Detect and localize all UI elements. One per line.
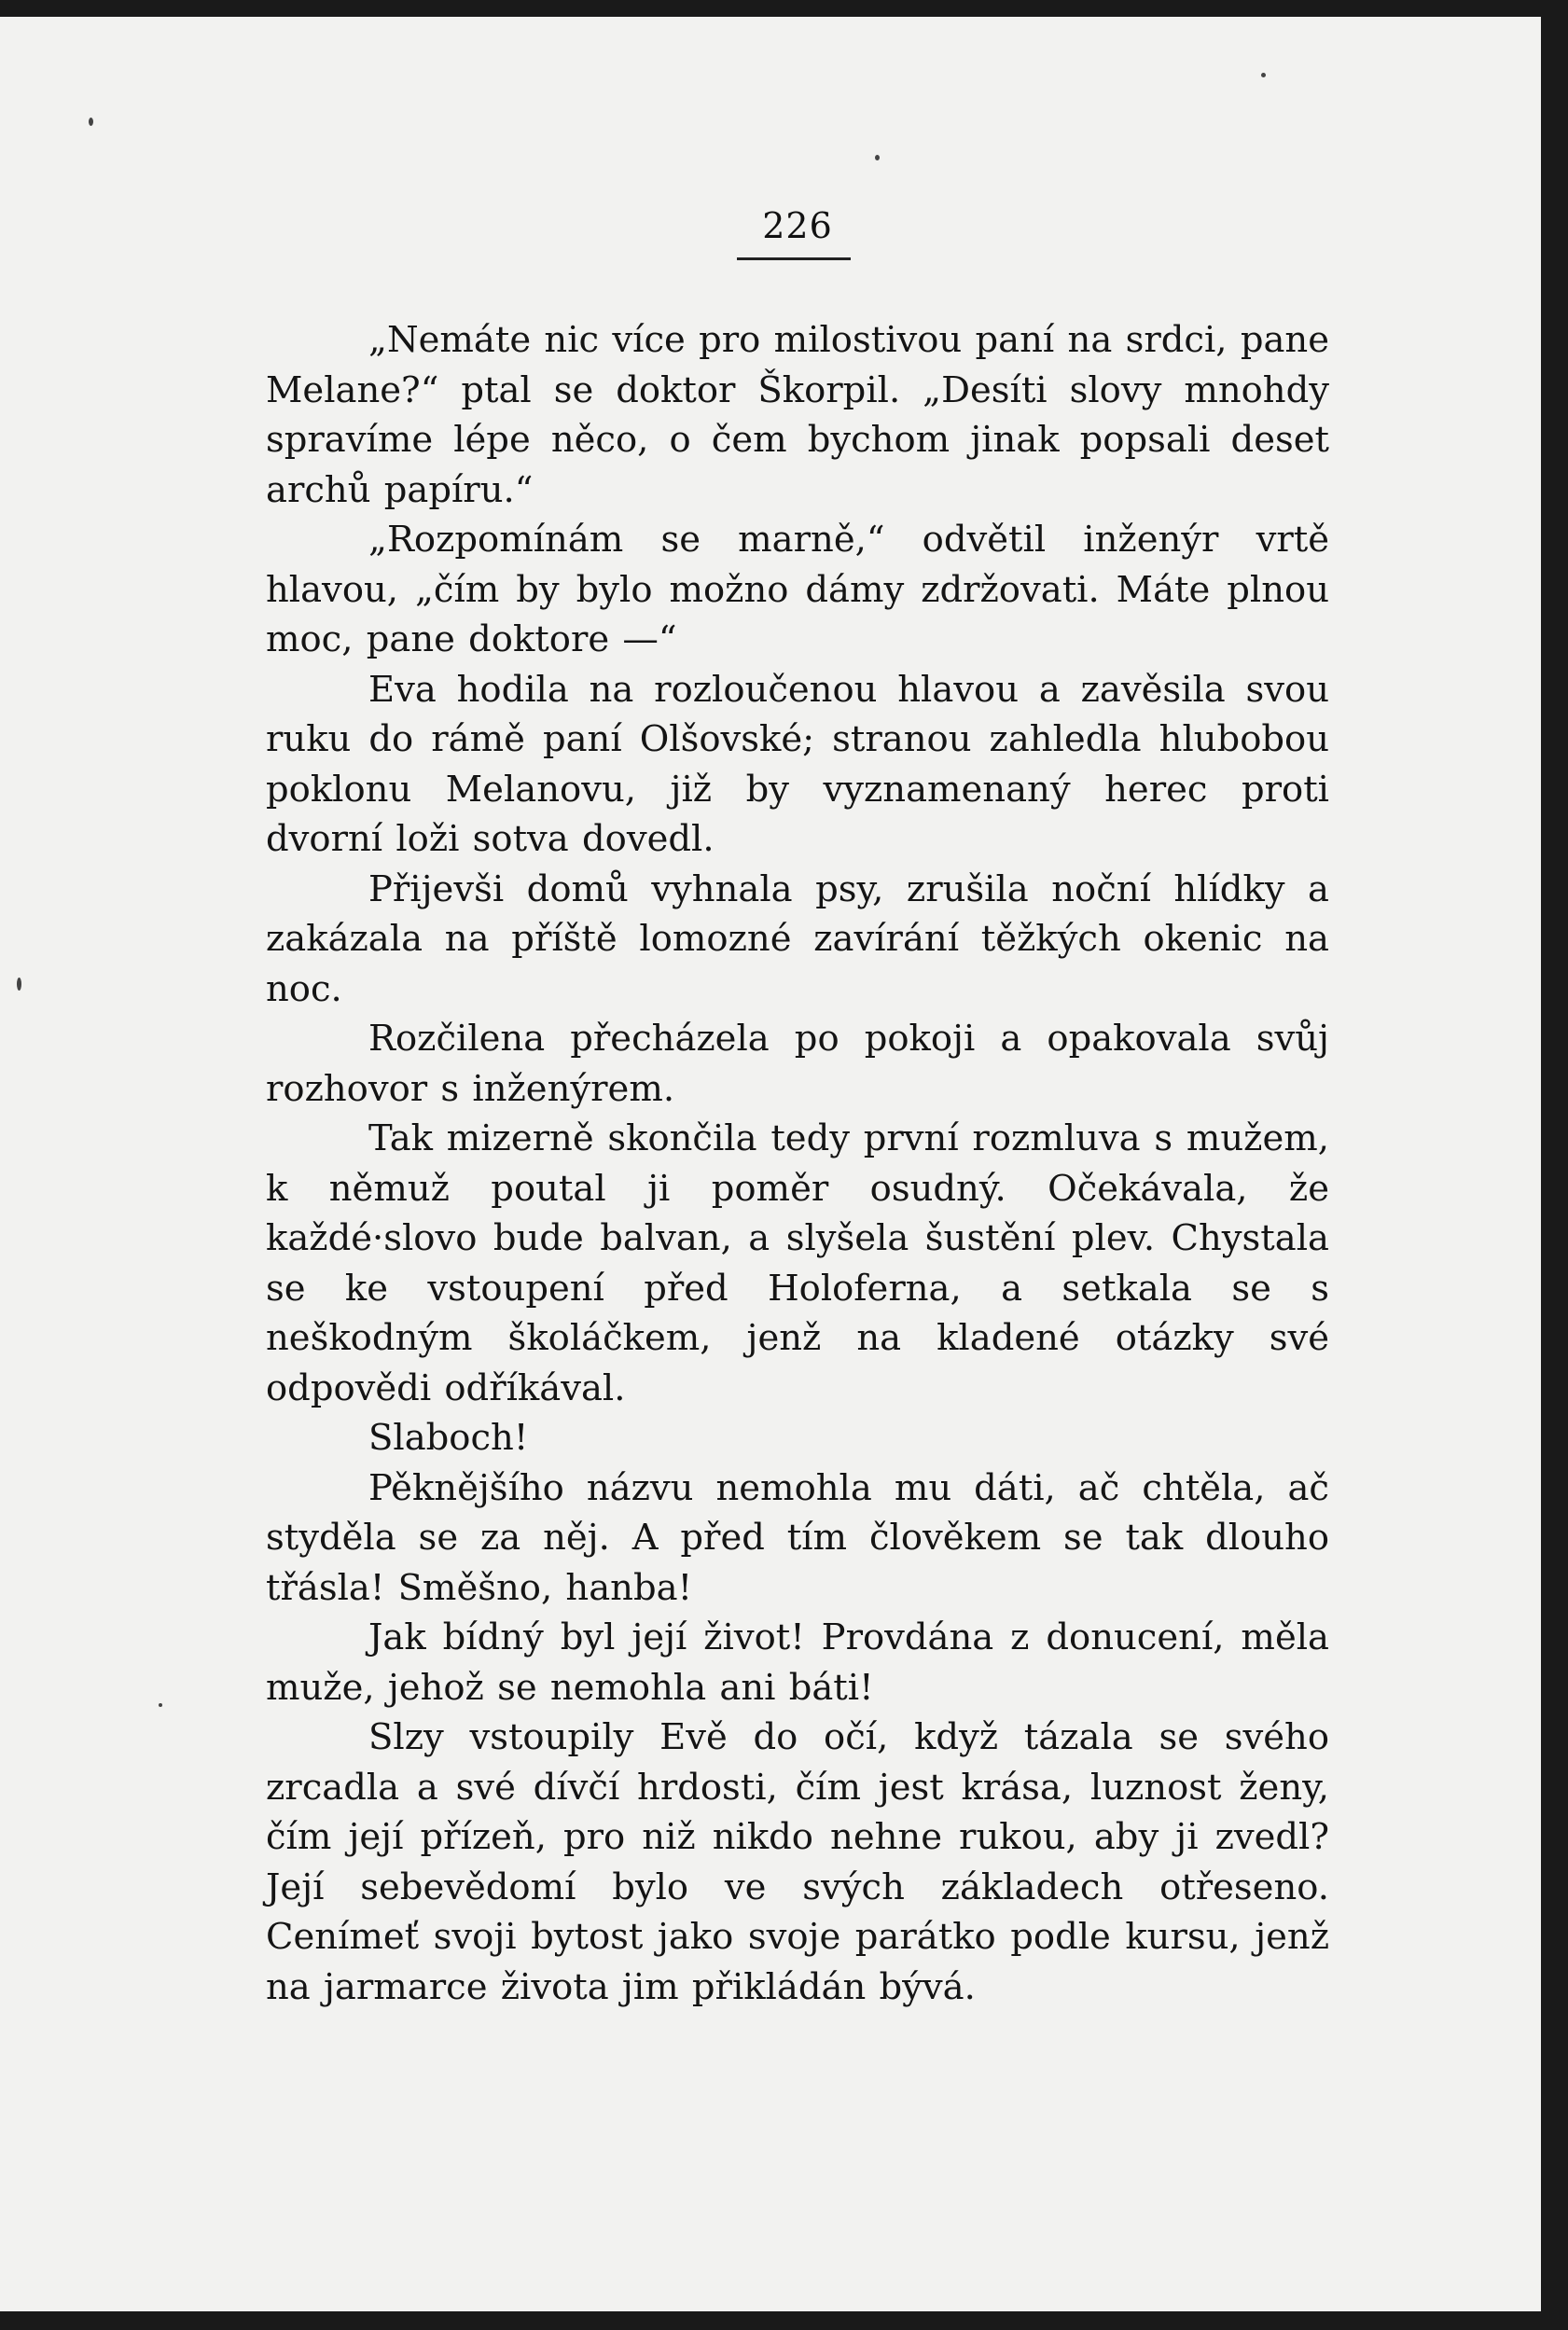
paragraph-2: „Rozpomínám se marně,“ odvětil inženýr vrtě hlavou, „čím by bylo možno dámy zdržovati. Máte plnou moc, pane doktore —“ <box>266 519 1329 660</box>
paragraph-5: Rozčilena přecházela po pokoji a opakovala svůj rozhovor s inženýrem. <box>266 1018 1329 1110</box>
page-number-underline <box>737 257 851 260</box>
paragraph-8: Pěknějšího názvu nemohla mu dáti, ač chtěla, ač styděla se za něj. A před tím člověkem se tak dlouho třásla! Směšno, hanba! <box>266 1466 1329 1609</box>
paragraph-3: Eva hodila na rozloučenou hlavou a zavěsila svou ruku do rámě paní Olšovské; stranou zahledla hlubobou poklonu Melanovu, již by vyznamenaný herec proti dvorní loži sotva dovedl. <box>266 668 1329 860</box>
paragraph-9: Jak bídný byl její život! Provdána z donucení, měla muže, jehož se nemohla ani báti! <box>266 1616 1329 1709</box>
scan-speck <box>89 118 93 126</box>
paragraph-1: „Nemáte nic více pro milostivou paní na srdci, pane Melane?“ ptal se doktor Škorpil. „Desíti slovy mnohdy spravíme lépe něco, o čem bychom jinak popsali deset archů papíru.“ <box>266 319 1329 511</box>
scan-speck <box>17 978 21 991</box>
paragraph-7: Slaboch! <box>368 1417 529 1459</box>
scan-speck <box>1261 73 1266 77</box>
paragraph-6: Tak mizerně skončila tedy první rozmluva s mužem, k němuž poutal ji poměr osudný. Očekávala, že každé·slovo bude balvan, a slyšela šustění plev. Chystala se ke vstoupení před Holoferna, a setkala se s neškodným školáčkem, jenž na kladené otázky své odpovědi odříkával. <box>266 1117 1329 1409</box>
page-number: 226 <box>762 205 833 246</box>
body-text <box>266 315 1329 2012</box>
book-page <box>0 17 1541 2311</box>
paragraph-4: Přijevši domů vyhnala psy, zrušila noční hlídky a zakázala na příště lomozné zavírání těžkých okenic na noc. <box>266 867 1329 1010</box>
scan-speck <box>875 155 880 160</box>
paragraph-10: Slzy vstoupily Evě do očí, když tázala se svého zrcadla a své dívčí hrdosti, čím jest krása, luznost ženy, čím její přízeň, pro niž nikdo nehne rukou, aby ji zvedl? Její sebevědomí bylo ve svých základech otřeseno. Cenímeť svoji bytost jako svoje parátko podle kursu, jenž na jarmarce života jim přikládán bývá. <box>266 1716 1329 2008</box>
scan-speck <box>159 1703 162 1707</box>
